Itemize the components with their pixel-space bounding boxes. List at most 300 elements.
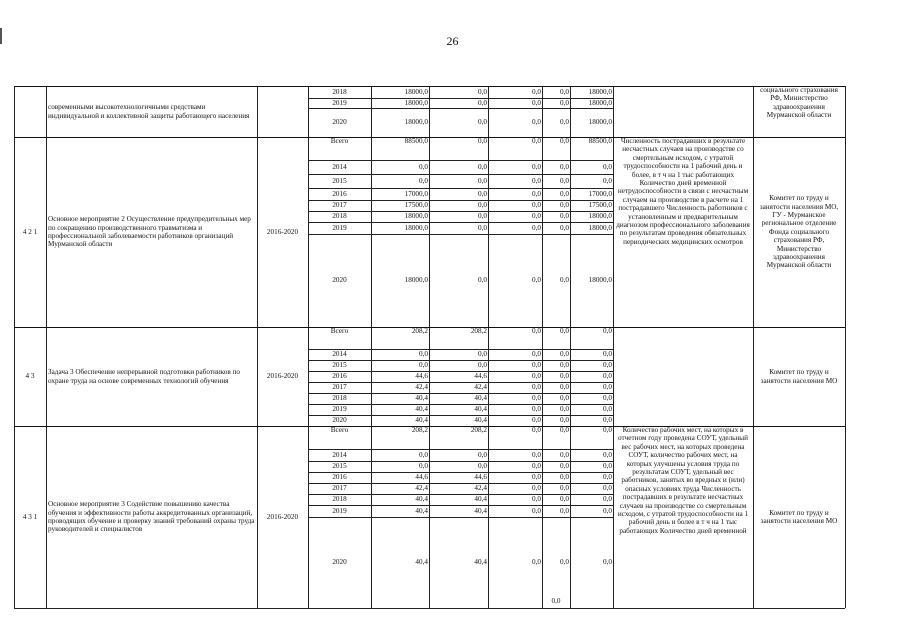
value-cell-text: 0,0 <box>560 558 569 567</box>
value-cell-text: 17500,0 <box>588 201 612 210</box>
measure-name <box>46 86 257 137</box>
value-cell-text: 17000,0 <box>588 189 612 198</box>
value-cell-text: 0,0 <box>532 223 541 232</box>
year-cell <box>308 160 371 174</box>
year-cell-text: 2014 <box>332 350 347 359</box>
period-cell-text: 2016-2020 <box>266 512 299 521</box>
value-cell <box>429 483 488 494</box>
value-cell <box>542 415 570 426</box>
value-cell <box>488 393 542 404</box>
year-cell-text: 2015 <box>332 176 347 185</box>
value-cell-text: 40,4 <box>415 394 428 403</box>
value-cell <box>488 461 542 472</box>
value-cell <box>570 517 613 608</box>
value-cell-text: 0,0 <box>478 162 487 171</box>
value-cell <box>371 415 429 426</box>
value-cell <box>371 404 429 415</box>
row-rule <box>14 608 845 609</box>
value-cell-text: 0,0 <box>419 350 428 359</box>
period-cell <box>257 426 308 608</box>
year-cell-text: 2020 <box>332 276 347 285</box>
value-cell <box>542 426 570 449</box>
value-cell <box>429 472 488 483</box>
value-cell-text: 0,0 <box>478 223 487 232</box>
value-cell-text: 0,0 <box>603 383 612 392</box>
value-cell <box>371 349 429 360</box>
value-cell-text: 40,4 <box>474 506 487 515</box>
row-code <box>14 327 46 426</box>
value-cell-text: 42,4 <box>415 484 428 493</box>
value-cell-text: 0,0 <box>560 426 569 434</box>
value-cell <box>488 382 542 393</box>
value-cell <box>542 360 570 371</box>
period-cell <box>257 327 308 426</box>
year-cell-text: 2017 <box>332 484 347 493</box>
value-cell <box>429 517 488 608</box>
value-cell-text: 0,0 <box>560 98 569 107</box>
value-cell-text: 18000,0 <box>588 118 612 127</box>
value-cell-text: 44,6 <box>474 372 487 381</box>
value-cell <box>542 393 570 404</box>
year-cell-text: 2019 <box>332 223 347 232</box>
value-cell-text: 0,0 <box>478 176 487 185</box>
value-cell <box>570 461 613 472</box>
row-code <box>14 137 46 327</box>
year-cell-text: 2020 <box>332 118 347 127</box>
value-cell-text: 0,0 <box>560 189 569 198</box>
executor-cell <box>753 426 845 608</box>
value-cell-text: 18000,0 <box>588 276 612 285</box>
year-cell-text: 2018 <box>332 212 347 221</box>
value-cell <box>570 222 613 234</box>
value-cell-text: 42,4 <box>415 383 428 392</box>
value-cell-text: 0,0 <box>478 118 487 127</box>
value-cell <box>371 200 429 211</box>
value-cell-text: 0,0 <box>603 350 612 359</box>
value-cell <box>488 200 542 211</box>
value-cell <box>542 137 570 160</box>
value-cell <box>429 393 488 404</box>
value-cell-text: 40,4 <box>474 394 487 403</box>
value-cell-text: 0,0 <box>560 383 569 392</box>
indicator-cell <box>613 426 753 608</box>
value-cell-text: 0,0 <box>560 372 569 381</box>
executor-cell-text: социального страхования РФ, Министерство здравоохранения Мурманской области <box>760 86 838 120</box>
value-cell-text: 0,0 <box>532 350 541 359</box>
value-cell <box>371 371 429 382</box>
value-cell-text: 0,0 <box>532 327 541 335</box>
value-cell <box>371 86 429 98</box>
value-cell-text: 0,0 <box>532 189 541 198</box>
value-cell <box>570 137 613 160</box>
year-cell-text: 2020 <box>332 558 347 567</box>
value-cell-text: 18000,0 <box>404 87 428 96</box>
value-cell <box>371 461 429 472</box>
value-cell <box>371 449 429 461</box>
value-cell <box>429 449 488 461</box>
value-cell-text: 0,0 <box>603 450 612 459</box>
value-cell-text: 40,4 <box>474 495 487 504</box>
year-cell-text: Всего <box>330 426 349 434</box>
row-code-text: 4 3 <box>25 372 35 381</box>
year-cell-text: 2015 <box>332 361 347 370</box>
row-code-text: 4 2 1 <box>22 227 38 236</box>
value-cell-text: 0,0 <box>532 462 541 471</box>
value-cell-text: 0,0 <box>603 327 612 335</box>
value-cell <box>488 349 542 360</box>
value-cell <box>570 505 613 517</box>
year-cell <box>308 211 371 222</box>
value-cell-text: 0,0 <box>560 506 569 515</box>
year-cell-text: 2017 <box>332 201 347 210</box>
value-cell-text: 40,4 <box>415 558 428 567</box>
value-cell <box>488 449 542 461</box>
value-cell <box>429 371 488 382</box>
value-cell <box>570 426 613 449</box>
year-cell <box>308 426 371 449</box>
value-cell-text: 0,0 <box>478 98 487 107</box>
value-cell-text: 0,0 <box>560 87 569 96</box>
value-cell-text: 0,0 <box>419 176 428 185</box>
value-cell-text: 0,0 <box>560 137 569 145</box>
value-cell <box>371 174 429 188</box>
value-cell-text: 0,0 <box>478 87 487 96</box>
value-cell <box>542 505 570 517</box>
value-cell <box>429 211 488 222</box>
value-cell <box>570 98 613 108</box>
row-code <box>14 426 46 608</box>
year-cell <box>308 108 371 137</box>
value-cell-text: 0,0 <box>532 212 541 221</box>
value-cell <box>429 160 488 174</box>
value-cell <box>570 200 613 211</box>
year-cell <box>308 404 371 415</box>
value-cell <box>488 494 542 505</box>
value-cell-text: 0,0 <box>532 176 541 185</box>
stray-value-cell-text: 0,0 <box>551 596 561 605</box>
value-cell-text: 88500,0 <box>404 137 428 145</box>
year-cell-text: 2017 <box>332 383 347 392</box>
value-cell <box>542 483 570 494</box>
value-cell-text: 0,0 <box>560 394 569 403</box>
value-cell <box>429 426 488 449</box>
value-cell-text: 208,2 <box>470 426 487 434</box>
indicator-cell-text: Количество рабочих мест, на которых в отчетном году проведена СОУТ, удельный вес рабочих мест, на которых проведена СОУТ, количество рабочих мест, на которых улучшены условия труда по результатам СОУТ, удельный вес работников, занятых во вредных и (или) опасных условиях труда Численность пострадавших в результате несчастных случаев на производстве со смертельным исходом, с утратой трудоспособности на 1 рабочий день и более в т ч на 1 тыс работающих Количество дней временной <box>617 426 749 535</box>
value-cell <box>429 174 488 188</box>
stray-value-cell <box>540 595 572 607</box>
executor-cell <box>753 86 845 137</box>
value-cell <box>542 472 570 483</box>
value-cell <box>488 505 542 517</box>
value-cell <box>429 108 488 137</box>
value-cell-text: 44,6 <box>474 473 487 482</box>
value-cell-text: 0,0 <box>603 162 612 171</box>
year-cell <box>308 349 371 360</box>
year-cell-text: Всего <box>330 327 349 335</box>
value-cell-text: 88500,0 <box>588 137 612 145</box>
value-cell-text: 0,0 <box>603 405 612 414</box>
measure-name-text: Основное мероприятие 3 Содействие повышению качества обучения и эффективности работы аккредитованных организаций, проводящих обучение и проверку знаний требований охраны труда руководителей и специалистов <box>48 500 255 534</box>
value-cell-text: 0,0 <box>478 350 487 359</box>
column-rule <box>613 327 614 426</box>
value-cell <box>488 108 542 137</box>
value-cell <box>429 404 488 415</box>
value-cell <box>371 393 429 404</box>
value-cell-text: 0,0 <box>478 189 487 198</box>
value-cell-text: 18000,0 <box>588 212 612 221</box>
year-cell-text: Всего <box>330 137 349 145</box>
value-cell-text: 44,6 <box>415 473 428 482</box>
value-cell-text: 0,0 <box>560 484 569 493</box>
value-cell-text: 40,4 <box>415 495 428 504</box>
value-cell <box>570 160 613 174</box>
value-cell <box>429 200 488 211</box>
year-cell-text: 2016 <box>332 473 347 482</box>
value-cell-text: 208,2 <box>470 327 487 335</box>
measure-name-text: Задача 3 Обеспечение непрерывной подготовки работников по охране труда на основе современных технологий обучения <box>48 368 241 385</box>
value-cell <box>570 472 613 483</box>
value-cell-text: 40,4 <box>474 416 487 425</box>
value-cell <box>570 174 613 188</box>
value-cell-text: 0,0 <box>419 361 428 370</box>
value-cell <box>570 449 613 461</box>
value-cell <box>371 211 429 222</box>
value-cell <box>429 415 488 426</box>
value-cell-text: 0,0 <box>419 450 428 459</box>
value-cell <box>570 483 613 494</box>
year-cell <box>308 222 371 234</box>
value-cell-text: 40,4 <box>474 405 487 414</box>
value-cell-text: 0,0 <box>532 87 541 96</box>
value-cell <box>429 327 488 349</box>
value-cell <box>488 404 542 415</box>
value-cell-text: 18000,0 <box>404 276 428 285</box>
value-cell-text: 0,0 <box>532 558 541 567</box>
value-cell <box>429 349 488 360</box>
year-cell <box>308 415 371 426</box>
value-cell-text: 0,0 <box>478 462 487 471</box>
value-cell-text: 0,0 <box>532 416 541 425</box>
executor-cell <box>753 137 845 327</box>
year-cell <box>308 371 371 382</box>
executor-cell-text: Комитет по труду и занятости населения МО <box>760 508 838 525</box>
period-cell-text: 2016-2020 <box>266 372 299 381</box>
value-cell-text: 18000,0 <box>404 118 428 127</box>
value-cell-text: 0,0 <box>560 416 569 425</box>
value-cell <box>542 174 570 188</box>
year-cell-text: 2018 <box>332 87 347 96</box>
value-cell <box>371 108 429 137</box>
value-cell-text: 18000,0 <box>404 212 428 221</box>
measure-name <box>46 137 257 327</box>
indicator-cell <box>613 137 753 327</box>
value-cell-text: 0,0 <box>532 118 541 127</box>
row-code-text: 4 3 1 <box>22 512 38 521</box>
value-cell <box>371 234 429 327</box>
value-cell-text: 42,4 <box>474 383 487 392</box>
year-cell <box>308 382 371 393</box>
page-number: 26 <box>446 34 459 48</box>
value-cell-text: 0,0 <box>478 201 487 210</box>
value-cell-text: 0,0 <box>560 201 569 210</box>
value-cell-text: 17000,0 <box>404 189 428 198</box>
measure-name <box>46 426 257 608</box>
value-cell <box>542 404 570 415</box>
value-cell <box>542 327 570 349</box>
value-cell-text: 0,0 <box>532 201 541 210</box>
year-cell <box>308 188 371 200</box>
year-cell <box>308 517 371 608</box>
value-cell <box>488 483 542 494</box>
value-cell-text: 18000,0 <box>588 223 612 232</box>
value-cell <box>371 382 429 393</box>
year-cell <box>308 505 371 517</box>
year-cell-text: 2016 <box>332 372 347 381</box>
value-cell <box>570 234 613 327</box>
year-cell <box>308 174 371 188</box>
value-cell-text: 0,0 <box>603 506 612 515</box>
value-cell <box>542 211 570 222</box>
value-cell <box>429 188 488 200</box>
year-cell-text: 2019 <box>332 405 347 414</box>
indicator-cell-text: Численность пострадавших в результате несчастных случаев на производстве со смертельным исходом, с утратой трудоспособности на 1 рабочий день и более, в т ч на 1 тыс работающих Количество дней временной нетрудоспособности в связи с несчастным случаем на производстве в расчете на 1 пострадавшего Численность работников с установленным и предварительным диагнозом профессионального заболевания по результатам проведения обязательных периодических медицинских осмотров <box>616 137 750 246</box>
value-cell-text: 44,6 <box>415 372 428 381</box>
value-cell-text: 0,0 <box>603 426 612 434</box>
value-cell <box>488 415 542 426</box>
year-cell-text: 2014 <box>332 162 347 171</box>
value-cell <box>570 108 613 137</box>
column-rule <box>845 327 846 426</box>
value-cell-text: 40,4 <box>415 405 428 414</box>
column-rule <box>845 137 846 327</box>
year-cell <box>308 360 371 371</box>
value-cell-text: 0,0 <box>603 473 612 482</box>
value-cell-text: 0,0 <box>532 361 541 370</box>
value-cell <box>488 188 542 200</box>
value-cell <box>429 234 488 327</box>
value-cell <box>542 200 570 211</box>
year-cell <box>308 234 371 327</box>
year-cell <box>308 86 371 98</box>
year-cell <box>308 327 371 349</box>
value-cell <box>542 98 570 108</box>
value-cell <box>570 360 613 371</box>
value-cell <box>570 494 613 505</box>
year-cell <box>308 461 371 472</box>
value-cell <box>429 494 488 505</box>
value-cell <box>371 517 429 608</box>
value-cell-text: 0,0 <box>603 176 612 185</box>
year-cell <box>308 483 371 494</box>
value-cell-text: 0,0 <box>532 450 541 459</box>
value-cell <box>542 188 570 200</box>
value-cell-text: 0,0 <box>560 223 569 232</box>
year-cell-text: 2014 <box>332 450 347 459</box>
value-cell <box>488 86 542 98</box>
value-cell <box>570 188 613 200</box>
value-cell-text: 0,0 <box>532 426 541 434</box>
value-cell <box>570 382 613 393</box>
measure-name-text: современными высокотехнологичными средствами индивидуальной и коллективной защиты работающего населения <box>48 103 250 120</box>
year-cell-text: 2016 <box>332 189 347 198</box>
value-cell-text: 0,0 <box>603 462 612 471</box>
value-cell <box>371 188 429 200</box>
value-cell-text: 0,0 <box>560 473 569 482</box>
value-cell <box>371 472 429 483</box>
year-cell <box>308 393 371 404</box>
value-cell-text: 18000,0 <box>588 87 612 96</box>
value-cell-text: 0,0 <box>560 212 569 221</box>
year-cell <box>308 137 371 160</box>
value-cell <box>371 222 429 234</box>
value-cell-text: 0,0 <box>560 162 569 171</box>
value-cell <box>488 174 542 188</box>
value-cell-text: 0,0 <box>560 450 569 459</box>
value-cell <box>429 222 488 234</box>
measure-name <box>46 327 257 426</box>
value-cell <box>542 234 570 327</box>
value-cell-text: 42,4 <box>474 484 487 493</box>
value-cell-text: 0,0 <box>560 176 569 185</box>
value-cell-text: 40,4 <box>415 416 428 425</box>
value-cell <box>570 415 613 426</box>
year-cell-text: 2018 <box>332 394 347 403</box>
value-cell <box>488 137 542 160</box>
value-cell-text: 0,0 <box>532 405 541 414</box>
value-cell-text: 0,0 <box>419 462 428 471</box>
value-cell <box>429 137 488 160</box>
value-cell-text: 0,0 <box>560 361 569 370</box>
value-cell <box>488 371 542 382</box>
year-cell-text: 2019 <box>332 506 347 515</box>
value-cell-text: 208,2 <box>411 327 428 335</box>
value-cell <box>371 483 429 494</box>
value-cell-text: 0,0 <box>532 276 541 285</box>
year-cell <box>308 98 371 108</box>
value-cell <box>542 108 570 137</box>
value-cell <box>542 160 570 174</box>
value-cell <box>570 349 613 360</box>
value-cell <box>488 426 542 449</box>
value-cell <box>570 211 613 222</box>
value-cell-text: 40,4 <box>415 506 428 515</box>
value-cell <box>488 222 542 234</box>
value-cell <box>429 360 488 371</box>
value-cell <box>570 86 613 98</box>
value-cell <box>371 505 429 517</box>
value-cell <box>542 349 570 360</box>
value-cell-text: 0,0 <box>532 473 541 482</box>
value-cell-text: 18000,0 <box>588 98 612 107</box>
year-cell <box>308 200 371 211</box>
value-cell <box>488 211 542 222</box>
value-cell <box>371 426 429 449</box>
value-cell <box>542 449 570 461</box>
year-cell-text: 2020 <box>332 416 347 425</box>
year-cell <box>308 449 371 461</box>
value-cell-text: 0,0 <box>560 350 569 359</box>
value-cell-text: 0,0 <box>532 162 541 171</box>
column-rule <box>845 426 846 608</box>
value-cell <box>488 234 542 327</box>
value-cell-text: 0,0 <box>419 162 428 171</box>
executor-cell <box>753 327 845 426</box>
column-rule <box>845 86 846 137</box>
value-cell-text: 0,0 <box>532 484 541 493</box>
value-cell <box>488 472 542 483</box>
value-cell-text: 0,0 <box>603 394 612 403</box>
value-cell <box>570 327 613 349</box>
